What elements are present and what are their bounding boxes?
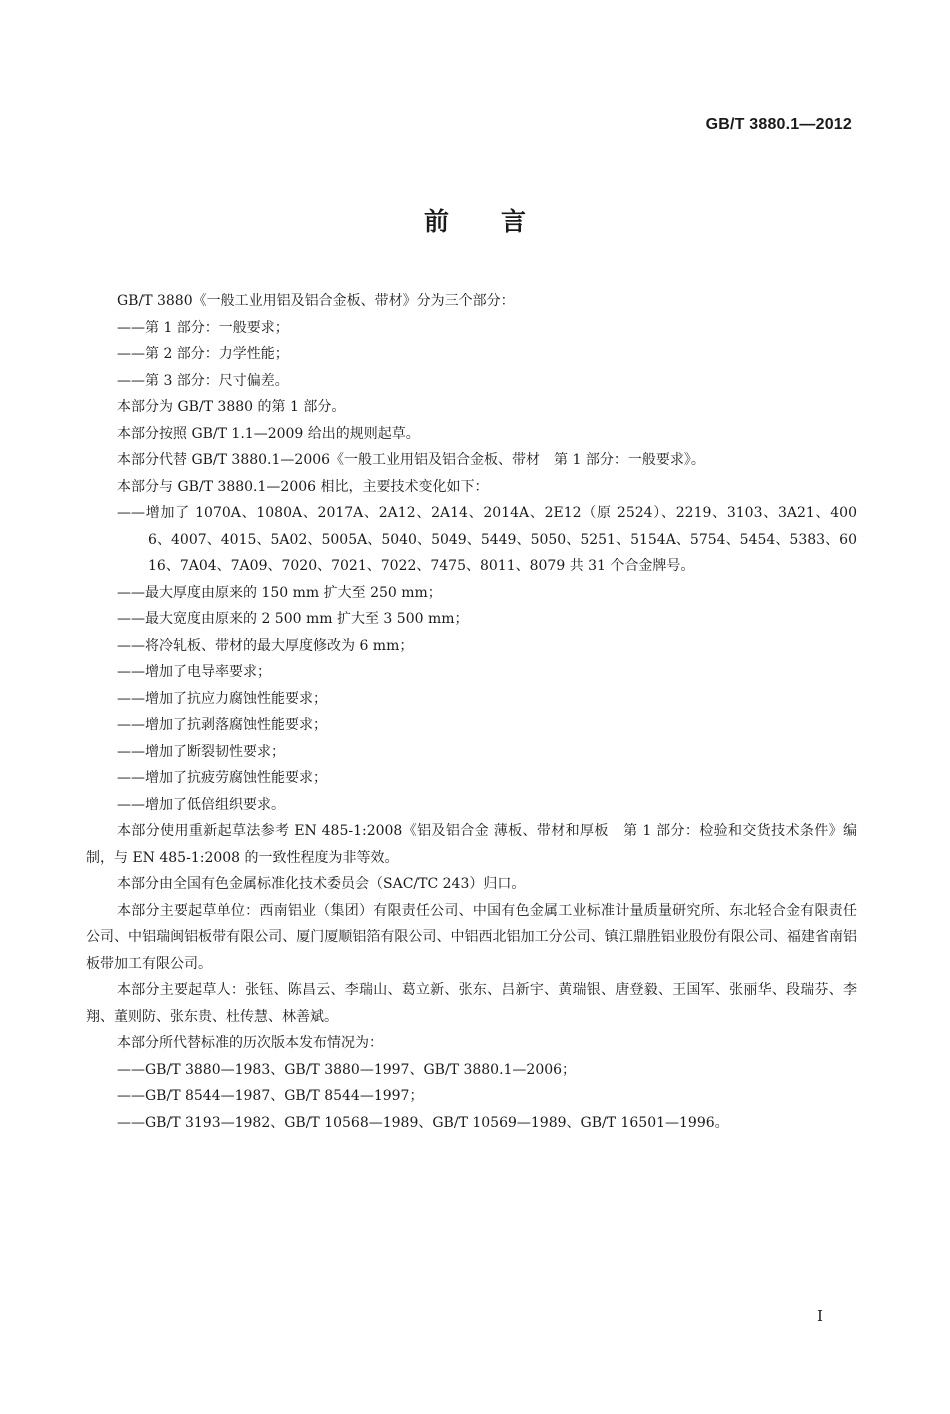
paragraph-committee: 本部分由全国有色金属标准化技术委员会（SAC/TC 243）归口。 <box>117 876 526 892</box>
list-item-change-macrostructure: ——增加了低倍组织要求。 <box>117 796 285 813</box>
list-item-history-1: ——GB/T 3880—1983、GB/T 3880—1997、GB/T 3880.1—2006； <box>117 1061 577 1078</box>
list-item-change-conductivity: ——增加了电导率要求； <box>117 664 271 680</box>
paragraph-scope: 本部分为 GB/T 3880 的第 1 部分。 <box>117 399 346 415</box>
list-item-change-width: ——最大宽度由原来的 2 500 mm 扩大至 3 500 mm； <box>117 611 469 627</box>
list-item-part-2: ——第 2 部分：力学性能； <box>117 346 289 362</box>
preface-body <box>86 288 857 1136</box>
list-item-change-cold-rolled: ——将冷轧板、带材的最大厚度修改为 6 mm； <box>117 637 414 654</box>
standard-number: GB/T 3880.1—2012 <box>705 116 852 133</box>
list-item-change-fatigue: ——增加了抗疲劳腐蚀性能要求； <box>117 770 327 786</box>
list-item-change-fracture: ——增加了断裂韧性要求； <box>117 743 285 760</box>
paragraph-drafting-rules: 本部分按照 GB/T 1.1—2009 给出的规则起草。 <box>117 425 420 442</box>
paragraph-replaces: 本部分代替 GB/T 3880.1—2006《一般工业用铝及铝合金板、带材 第 1 部分：一般要求》。 <box>117 452 705 468</box>
paragraph-drafters: 本部分主要起草人：张钰、陈昌云、李瑞山、葛立新、张东、吕新宇、黄瑞银、唐登毅、王国军、张丽华、段瑞芬、李翔、董则防、张东贵、杜传慧、林善斌。 <box>86 982 857 1025</box>
paragraph-drafting-units: 本部分主要起草单位：西南铝业（集团）有限责任公司、中国有色金属工业标准计量质量研究所、东北轻合金有限责任公司、中铝瑞闽铝板带有限公司、厦门厦顺铝箔有限公司、中铝西北铝加工分公司、镇江鼎胜铝业股份有限公司、福建省南铝板带加工有限公司。 <box>86 902 857 972</box>
list-item-history-2: ——GB/T 8544—1987、GB/T 8544—1997； <box>117 1088 424 1104</box>
paragraph-reference: 本部分使用重新起草法参考 EN 485-1:2008《铝及铝合金 薄板、带材和厚板 第 1 部分：检验和交货技术条件》编制，与 EN 485-1:2008 的一致性程度为非等效。 <box>86 823 857 866</box>
list-item-history-3: ——GB/T 3193—1982、GB/T 10568—1989、GB/T 10569—1989、GB/T 16501—1996。 <box>117 1114 729 1131</box>
paragraph-intro: GB/T 3880《一般工业用铝及铝合金板、带材》分为三个部分： <box>117 293 515 309</box>
list-item-part-1: ——第 1 部分：一般要求； <box>117 319 289 336</box>
list-item-change-thickness: ——最大厚度由原来的 150 mm 扩大至 250 mm； <box>117 584 442 601</box>
paragraph-changes-intro: 本部分与 GB/T 3880.1—2006 相比，主要技术变化如下： <box>117 478 489 495</box>
paragraph-history-intro: 本部分所代替标准的历次版本发布情况为： <box>117 1035 383 1051</box>
page-number: I <box>817 1307 823 1325</box>
list-item-part-3: ——第 3 部分：尺寸偏差。 <box>117 372 289 389</box>
page-title: 前言 <box>423 207 578 236</box>
list-item-change-alloys: ——增加了 1070A、1080A、2017A、2A12、2A14、2014A、2E12（原 2524）、2219、3103、3A21、4006、4007、4015、5A02、5005A、5040、5049、5449、5050、5251、5154A、5754、5454、5383、6016、7A04、7A09、7020、7021、7022、7475、8011、8079 共 31 个合金牌号。 <box>117 505 857 574</box>
list-item-change-stress-corrosion: ——增加了抗应力腐蚀性能要求； <box>117 690 327 707</box>
list-item-change-exfoliation: ——增加了抗剥落腐蚀性能要求； <box>117 717 327 733</box>
